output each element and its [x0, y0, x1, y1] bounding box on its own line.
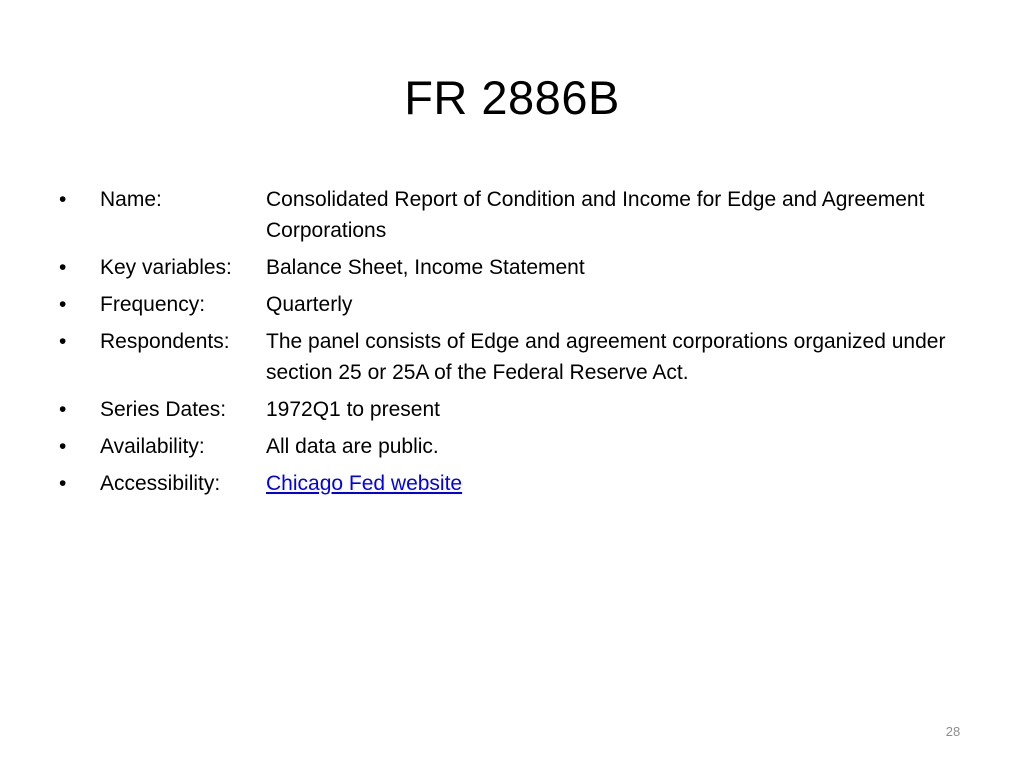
- respondents-value: The panel consists of Edge and agreement corporations organized under section 25 or 25A of the Federal Reserve Act.: [266, 330, 946, 384]
- bullet-icon: •: [59, 472, 67, 495]
- frequency-label: Frequency:: [100, 293, 206, 316]
- respondents-label: Respondents:: [100, 330, 230, 353]
- bullet-item-respondents: [56, 326, 976, 388]
- accessibility-value: [266, 468, 966, 499]
- chicago-fed-website-link[interactable]: Chicago Fed website: [266, 472, 463, 495]
- bullet-list: [56, 184, 976, 505]
- bullet-item-availability: [56, 431, 976, 462]
- bullet-item-frequency: [56, 289, 976, 320]
- bullet-icon: •: [59, 330, 67, 353]
- key-variables-value: Balance Sheet, Income Statement: [266, 256, 585, 279]
- bullet-item-accessibility: [56, 468, 976, 499]
- slide-title: FR 2886B: [404, 71, 620, 124]
- availability-value: All data are public.: [266, 435, 439, 458]
- availability-label: Availability:: [100, 435, 205, 458]
- name-value: Consolidated Report of Condition and Income for Edge and Agreement Corporations: [266, 188, 925, 242]
- series-dates-value: 1972Q1 to present: [266, 398, 440, 421]
- bullet-icon: •: [59, 256, 67, 279]
- bullet-item-name: [56, 184, 976, 246]
- bullet-icon: •: [59, 398, 67, 421]
- frequency-value: Quarterly: [266, 293, 353, 316]
- series-dates-label: Series Dates:: [100, 398, 227, 421]
- bullet-icon: •: [59, 435, 67, 458]
- accessibility-label: Accessibility:: [100, 472, 221, 495]
- name-label: Name:: [100, 188, 162, 211]
- bullet-item-key-variables: [56, 252, 976, 283]
- page-number: 28: [945, 724, 961, 739]
- bullet-icon: •: [59, 188, 67, 211]
- bullet-icon: •: [59, 293, 67, 316]
- bullet-item-series-dates: [56, 394, 976, 425]
- key-variables-label: Key variables:: [100, 256, 232, 279]
